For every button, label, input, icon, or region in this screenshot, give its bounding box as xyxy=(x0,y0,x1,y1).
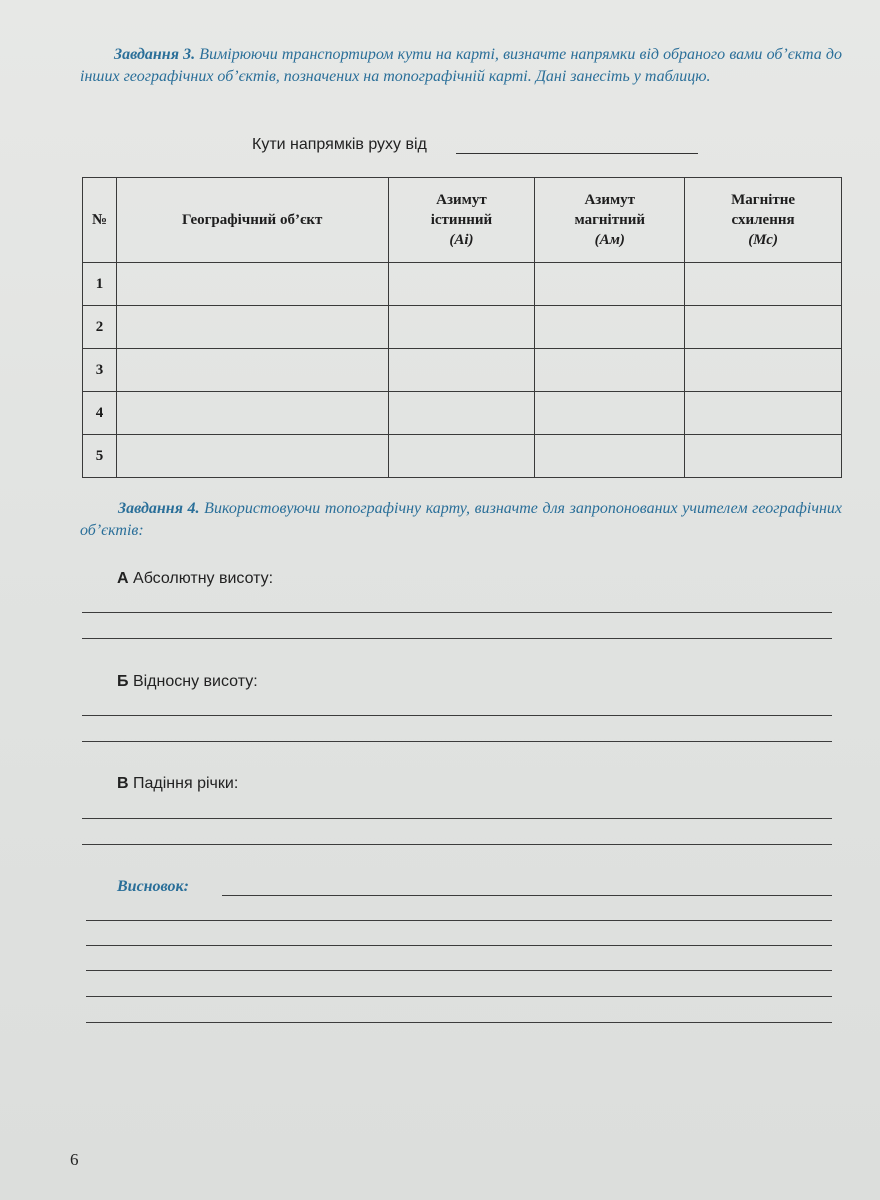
header-num: № xyxy=(83,178,117,263)
question-c-letter: В xyxy=(117,775,129,792)
object-cell[interactable] xyxy=(116,306,388,349)
object-cell[interactable] xyxy=(116,263,388,306)
declination-cell[interactable] xyxy=(685,349,842,392)
header-declination xyxy=(685,178,842,263)
row-number: 2 xyxy=(83,306,117,349)
table-row xyxy=(83,435,842,478)
table-row xyxy=(83,263,842,306)
question-c-text: Падіння річки: xyxy=(133,775,239,792)
task-3-instructions xyxy=(80,44,842,88)
conclusion-line-6[interactable] xyxy=(86,1022,832,1023)
question-a-text: Абсолютну висоту: xyxy=(133,570,274,587)
conclusion-line-5[interactable] xyxy=(86,996,832,997)
task-4-text: Використовуючи топографічну карту, визначте для запропонованих учителем географічних об’єктів: xyxy=(80,500,843,539)
header-declination-line2: схилення xyxy=(731,212,795,228)
question-river-fall xyxy=(117,775,238,793)
task-3-text: Вимірюючи транспортиром кути на карті, визначте напрямки від обраного вами об’єкта до інших географічних об’єктів, позначених на топографічній карті. Дані занесіть у таблицю. xyxy=(80,46,843,85)
question-relative-height xyxy=(117,673,258,691)
header-object: Географічний об’єкт xyxy=(116,178,388,263)
conclusion-line-1[interactable] xyxy=(222,895,832,896)
row-number: 1 xyxy=(83,263,117,306)
table-row xyxy=(83,349,842,392)
conclusion-label: Висновок: xyxy=(117,878,189,895)
header-declination-line1: Магнітне xyxy=(731,192,796,208)
magnetic-azimuth-cell[interactable] xyxy=(535,392,685,435)
true-azimuth-cell[interactable] xyxy=(388,349,535,392)
header-magnetic-azimuth xyxy=(535,178,685,263)
question-b-text: Відносну висоту: xyxy=(132,673,258,690)
conclusion-line-4[interactable] xyxy=(86,970,832,971)
question-absolute-height xyxy=(117,570,273,588)
declination-cell[interactable] xyxy=(685,392,842,435)
answer-line-b-1[interactable] xyxy=(82,715,832,716)
true-azimuth-cell[interactable] xyxy=(388,392,535,435)
object-cell[interactable] xyxy=(116,435,388,478)
page-number: 6 xyxy=(70,1150,79,1169)
conclusion-line-2[interactable] xyxy=(86,920,832,921)
header-true-azimuth-line2: істинний xyxy=(430,212,493,228)
true-azimuth-cell[interactable] xyxy=(388,306,535,349)
object-cell[interactable] xyxy=(116,392,388,435)
true-azimuth-cell[interactable] xyxy=(388,263,535,306)
task-4-instructions xyxy=(80,498,842,542)
declination-cell[interactable] xyxy=(685,263,842,306)
declination-cell[interactable] xyxy=(685,306,842,349)
header-magnetic-azimuth-symbol: (Ам) xyxy=(594,232,625,248)
header-magnetic-azimuth-line2: магнітний xyxy=(574,212,646,228)
question-b-letter: Б xyxy=(117,673,129,690)
table-header-row xyxy=(83,178,842,263)
answer-line-a-2[interactable] xyxy=(82,638,832,639)
angles-label: Кути напрямків руху від xyxy=(252,136,427,153)
answer-line-c-1[interactable] xyxy=(82,818,832,819)
magnetic-azimuth-cell[interactable] xyxy=(535,349,685,392)
header-true-azimuth-line1: Азимут xyxy=(436,192,487,208)
conclusion-line-3[interactable] xyxy=(86,945,832,946)
magnetic-azimuth-cell[interactable] xyxy=(535,263,685,306)
task-3-title: Завдання 3. xyxy=(114,46,196,63)
magnetic-azimuth-cell[interactable] xyxy=(535,435,685,478)
header-magnetic-azimuth-line1: Азимут xyxy=(584,192,636,208)
table-row xyxy=(83,306,842,349)
row-number: 5 xyxy=(83,435,117,478)
header-true-azimuth xyxy=(388,178,535,263)
magnetic-azimuth-cell[interactable] xyxy=(535,306,685,349)
row-number: 4 xyxy=(83,392,117,435)
header-declination-symbol: (Мс) xyxy=(748,232,778,248)
declination-cell[interactable] xyxy=(685,435,842,478)
answer-line-c-2[interactable] xyxy=(82,844,832,845)
row-number: 3 xyxy=(83,349,117,392)
azimuth-table xyxy=(82,177,842,478)
answer-line-a-1[interactable] xyxy=(82,612,832,613)
answer-line-b-2[interactable] xyxy=(82,741,832,742)
object-cell[interactable] xyxy=(116,349,388,392)
angles-origin-blank[interactable] xyxy=(456,153,698,154)
task-4-title: Завдання 4. xyxy=(118,500,200,517)
true-azimuth-cell[interactable] xyxy=(388,435,535,478)
table-row xyxy=(83,392,842,435)
question-a-letter: А xyxy=(117,570,129,587)
header-true-azimuth-symbol: (Аі) xyxy=(449,232,474,248)
